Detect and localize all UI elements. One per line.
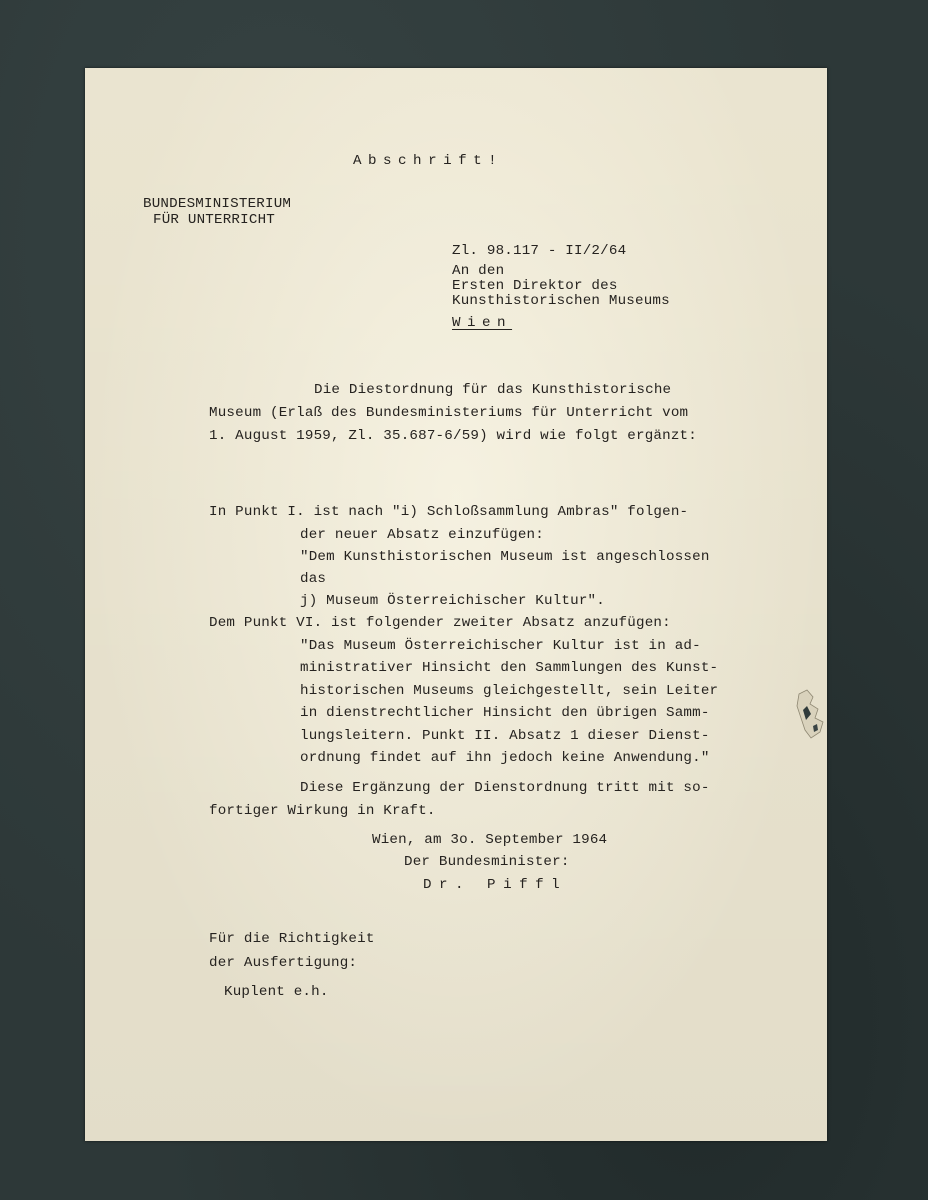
amendment-two-line-6: lungsleitern. Punkt II. Absatz 1 dieser Dienst- — [300, 728, 710, 744]
amendment-two-line-5: in dienstrechtlicher Hinsicht den übrigen Samm- — [300, 705, 710, 721]
amendment-one-line-3: "Dem Kunsthistorischen Museum ist angeschlossen — [300, 549, 710, 565]
effect-line-1: Diese Ergänzung der Dienstordnung tritt mit so- — [300, 780, 710, 796]
certification-line-1: Für die Richtigkeit — [209, 931, 375, 947]
recipient-line-3: Kunsthistorischen Museums — [452, 293, 670, 309]
amendment-one-line-4: das — [300, 571, 327, 587]
intro-line-3: 1. August 1959, Zl. 35.687-6/59) wird wie folgt ergänzt: — [209, 428, 697, 444]
intro-line-2: Museum (Erlaß des Bundesministeriums für Unterricht vom — [209, 405, 689, 421]
closing-signatory: Dr. Piffl — [423, 877, 568, 893]
intro-line-1: Die Diestordnung für das Kunsthistorische — [314, 382, 672, 398]
amendment-two-line-3: ministrativer Hinsicht den Sammlungen des Kunst- — [300, 660, 719, 676]
amendment-two-line-2: "Das Museum Österreichischer Kultur ist in ad- — [300, 638, 701, 654]
certification-line-2: der Ausfertigung: — [209, 955, 358, 971]
recipient-line-2: Ersten Direktor des — [452, 278, 618, 294]
closing-title: Der Bundesminister: — [404, 854, 570, 870]
amendment-two-line-4: historischen Museums gleichgestellt, sein Leiter — [300, 683, 719, 699]
amendment-one-line-2: der neuer Absatz einzufügen: — [300, 527, 544, 543]
reference-number: Zl. 98.117 - II/2/64 — [452, 243, 627, 259]
effect-line-2: fortiger Wirkung in Kraft. — [209, 803, 436, 819]
document-heading: Abschrift! — [353, 153, 504, 169]
paper-tear-mark — [793, 688, 833, 740]
recipient-line-1: An den — [452, 263, 505, 279]
certification-signature: Kuplent e.h. — [224, 984, 329, 1000]
sender-line-2: FÜR UNTERRICHT — [153, 212, 275, 228]
amendment-two-line-1: Dem Punkt VI. ist folgender zweiter Absatz anzufügen: — [209, 615, 671, 631]
amendment-one-line-5: j) Museum Österreichischer Kultur". — [300, 593, 605, 609]
closing-place-date: Wien, am 3o. September 1964 — [372, 832, 608, 848]
amendment-one-line-1: In Punkt I. ist nach "i) Schloßsammlung Ambras" folgen- — [209, 504, 689, 520]
sender-line-1: BUNDESMINISTERIUM — [143, 196, 292, 212]
amendment-two-line-7: ordnung findet auf ihn jedoch keine Anwendung." — [300, 750, 710, 766]
recipient-city: Wien — [452, 315, 513, 331]
